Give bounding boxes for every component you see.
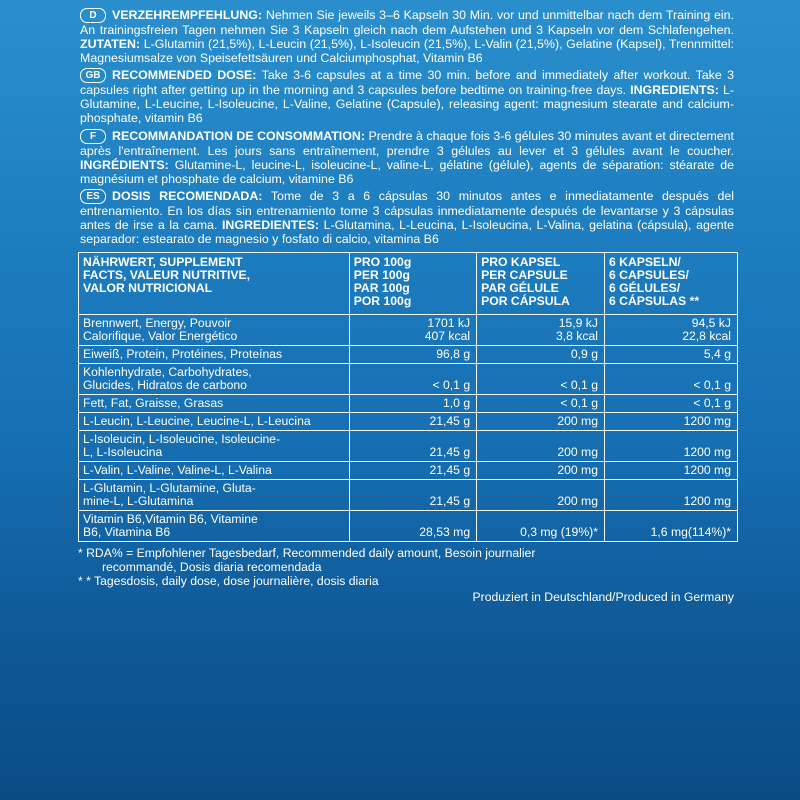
nutrient-label — [79, 315, 350, 346]
nutrient-value-col-3 — [604, 480, 737, 511]
header-line: PAR GÉLULE — [481, 281, 559, 296]
header-col-0 — [79, 253, 350, 315]
dose-heading: RECOMMENDED DOSE: — [112, 68, 257, 83]
nutrient-value: < 0,1 g — [432, 378, 471, 393]
nutrient-value-col-2 — [477, 511, 605, 542]
nutrient-label-line: Fett, Fat, Graisse, Grasas — [83, 396, 224, 411]
table-row — [79, 315, 738, 346]
nutrient-value-col-2 — [477, 364, 605, 395]
dose-text: Take 3-6 capsules at a time 30 min. before and immediately after workout. Take 3 capsules right after getting up in the morning and 3 capsules before bedtime on training-free days. — [80, 68, 735, 98]
header-line: PER CAPSULE — [481, 268, 568, 283]
nutrient-value: 1,0 g — [443, 396, 471, 411]
nutrient-value-col-2 — [477, 315, 605, 346]
table-row — [79, 364, 738, 395]
nutrient-label-line: L-Isoleucin, L-Isoleucine, Isoleucine- — [83, 432, 281, 447]
language-sections — [80, 8, 734, 246]
nutrient-value: 5,4 g — [703, 347, 731, 362]
nutrient-value: 200 mg — [557, 414, 598, 429]
ingredients-text: L-Glutamine, L-Leucine, L-Isoleucine, L-Valine, Gelatine (Capsule), releasing agent: magnesium stearate and calcium-phosphate, vitamin B6 — [80, 83, 734, 126]
nutrient-value: < 0,1 g — [693, 396, 731, 411]
nutrient-value-col-3 — [604, 364, 737, 395]
table-row — [79, 511, 738, 542]
ingredients-heading: ZUTATEN: — [80, 37, 141, 52]
nutrient-value: 21,45 g — [429, 414, 471, 429]
header-line: 6 KAPSELN/ — [608, 255, 681, 270]
header-line: 6 CÁPSULAS ** — [608, 294, 700, 309]
ingredients-heading: INGREDIENTS: — [630, 83, 719, 98]
nutrient-value-col-1 — [349, 395, 476, 413]
nutrient-value-col-3 — [604, 395, 737, 413]
dose-text: Tome de 3 a 6 cápsulas 30 minutos antes e inmediatamente después del entrenamiento. En los días sin entrenamiento tome 3 cápsulas inmediatamente después de levantarse y 3 cápsulas antes de irse a la cama. — [80, 188, 734, 232]
footnote-rda: * RDA% = Empfohlener Tagesbedarf, Recommended daily amount, Besoin journalier — [78, 546, 536, 561]
nutrient-value: 200 mg — [557, 463, 598, 478]
nutrient-value-col-1 — [349, 462, 476, 480]
ingredients-text: Glutamine-L, leucine-L, isoleucine-L, valine-L, gélatine (gélule), agents de séparation: stéarate de magnésium et phosphate de calcium, vitamine B6 — [80, 157, 734, 186]
nutrient-value: 28,53 mg — [419, 525, 471, 540]
header-line: POR CÁPSULA — [481, 294, 570, 309]
nutrient-label — [79, 462, 350, 480]
nutrient-value: 0,9 g — [570, 347, 598, 362]
section-gb — [80, 68, 734, 125]
nutrient-value-col-3 — [604, 462, 737, 480]
nutrition-table-header — [79, 253, 738, 315]
nutrient-label — [79, 413, 350, 431]
ingredients-heading: INGRÉDIENTS: — [80, 157, 169, 172]
section-d — [80, 8, 734, 65]
header-col-1 — [349, 253, 476, 315]
nutrient-value: 1200 mg — [683, 494, 731, 509]
nutrient-value-col-3 — [604, 315, 737, 346]
language-badge: D — [80, 8, 106, 23]
nutrient-value: 21,45 g — [429, 494, 471, 509]
nutrient-value-col-2 — [477, 431, 605, 462]
nutrient-value: 1200 mg — [683, 445, 731, 460]
nutrient-value: 200 mg — [557, 445, 598, 460]
ingredients-heading: INGREDIENTES: — [221, 217, 320, 232]
language-badge: ES — [80, 189, 106, 204]
nutrient-label-line: Eiweiß, Protein, Protéines, Proteínas — [83, 347, 283, 362]
nutrient-value: 22,8 kcal — [682, 329, 731, 344]
header-line: VALOR NUTRICIONAL — [83, 281, 213, 296]
ingredients-text: L-Glutamin (21,5%), L-Leucin (21,5%), L-Isoleucin (21,5%), L-Valin (21,5%), Gelatine (Kapsel), Trennmittel: Magnesiumsalze von Speisefettsäuren und Calciumphosphat, Vitamin B6 — [80, 37, 734, 66]
nutrient-value: 1701 kJ — [427, 316, 471, 331]
language-badge: GB — [80, 68, 106, 83]
nutrient-value: 1,6 mg(114%)* — [650, 525, 731, 540]
nutrient-value-col-3 — [604, 413, 737, 431]
nutrient-value-col-1 — [349, 511, 476, 542]
nutrient-value-col-1 — [349, 431, 476, 462]
nutrient-value: 96,8 g — [436, 347, 471, 362]
nutrient-value: 1200 mg — [683, 463, 731, 478]
dose-heading: DOSIS RECOMENDADA: — [112, 188, 263, 203]
footnote-rda-cont: recommandé, Dosis diaria recomendada — [102, 560, 322, 575]
nutrient-value-col-2 — [477, 395, 605, 413]
nutrient-label-line: Brennwert, Energy, Pouvoir — [83, 316, 232, 331]
nutrient-label-line: Calorifique, Valor Energético — [83, 329, 238, 344]
nutrient-label-line: L-Glutamin, L-Glutamine, Gluta- — [83, 481, 256, 496]
nutrient-label — [79, 364, 350, 395]
section-es — [80, 189, 734, 246]
header-line: PRO KAPSEL — [481, 255, 561, 270]
nutrient-value-col-2 — [477, 346, 605, 364]
table-row — [79, 480, 738, 511]
nutrient-value-col-1 — [349, 364, 476, 395]
made-in-germany: Produziert in Deutschland/Produced in Germany — [472, 590, 734, 605]
header-line: 6 CAPSULES/ — [608, 268, 689, 283]
dose-heading: RECOMMANDATION DE CONSOMMATION: — [112, 128, 365, 143]
nutrient-label-line: Vitamin B6,Vitamin B6, Vitamine — [83, 512, 258, 527]
nutrient-label-line: L, L-Isoleucina — [83, 445, 163, 460]
nutrient-value: 21,45 g — [429, 463, 471, 478]
header-line: POR 100g — [353, 294, 412, 309]
table-row — [79, 431, 738, 462]
header-line: PAR 100g — [353, 281, 410, 296]
header-line: 6 GÉLULES/ — [608, 281, 681, 296]
language-badge: F — [80, 129, 106, 144]
header-line: NÄHRWERT, SUPPLEMENT — [83, 255, 243, 270]
footnote-daily-dose: * * Tagesdosis, daily dose, dose journalière, dosis diaria — [78, 574, 379, 589]
nutrient-value: 407 kcal — [424, 329, 471, 344]
nutrient-label-line: L-Leucin, L-Leucine, Leucine-L, L-Leucina — [83, 414, 311, 429]
nutrient-label — [79, 511, 350, 542]
nutrient-value-col-2 — [477, 462, 605, 480]
header-col-3 — [604, 253, 737, 315]
nutrient-value-col-1 — [349, 315, 476, 346]
nutrient-label — [79, 346, 350, 364]
nutrient-label — [79, 480, 350, 511]
ingredients-text: L-Glutamina, L-Leucina, L-Isoleucina, L-Valina, gelatina (cápsula), agente separador: estearato de magnesio y fosfato di calcio, vitamina B6 — [80, 217, 734, 247]
nutrient-value-col-1 — [349, 480, 476, 511]
nutrient-value: 3,8 kcal — [555, 329, 598, 344]
nutrient-value-col-1 — [349, 346, 476, 364]
nutrient-value-col-3 — [604, 346, 737, 364]
header-line: FACTS, VALEUR NUTRITIVE, — [83, 268, 251, 283]
table-row — [79, 462, 738, 480]
nutrition-table — [78, 252, 738, 542]
table-row — [79, 413, 738, 431]
nutrient-value: < 0,1 g — [693, 378, 731, 393]
header-line: PER 100g — [353, 268, 410, 283]
nutrient-value-col-3 — [604, 431, 737, 462]
nutrient-label — [79, 431, 350, 462]
nutrient-value-col-3 — [604, 511, 737, 542]
footnotes — [78, 546, 734, 604]
nutrient-value: 15,9 kJ — [558, 316, 598, 331]
nutrient-value: 94,5 kJ — [691, 316, 731, 331]
dose-heading: VERZEHREMPFEHLUNG: — [112, 8, 263, 22]
nutrient-value-col-2 — [477, 480, 605, 511]
nutrient-label-line: Kohlenhydrate, Carbohydrates, — [83, 365, 252, 380]
nutrient-value-col-2 — [477, 413, 605, 431]
section-f — [80, 129, 734, 186]
nutrient-value: < 0,1 g — [560, 378, 598, 393]
table-row — [79, 346, 738, 364]
nutrient-value: 0,3 mg (19%)* — [520, 525, 598, 540]
nutrient-label-line: mine-L, L-Glutamina — [83, 494, 194, 509]
nutrient-value-col-1 — [349, 413, 476, 431]
nutrient-value: 21,45 g — [429, 445, 471, 460]
header-line: PRO 100g — [353, 255, 412, 270]
dose-text: Prendre à chaque fois 3-6 gélules 30 minutes avant et directement après l'entraînement. Les jours sans entraînement, prendre 3 gélules au lever et 3 gélules avant le coucher. — [80, 128, 735, 158]
nutrient-label-line: Glucides, Hidratos de carbono — [83, 378, 247, 393]
header-col-2 — [477, 253, 605, 315]
nutrient-label — [79, 395, 350, 413]
nutrient-value: < 0,1 g — [560, 396, 598, 411]
table-row — [79, 395, 738, 413]
nutrient-label-line: B6, Vitamina B6 — [83, 525, 171, 540]
nutrient-value: 1200 mg — [683, 414, 731, 429]
nutrient-value: 200 mg — [557, 494, 598, 509]
nutrient-label-line: L-Valin, L-Valine, Valine-L, L-Valina — [83, 463, 272, 478]
dose-text: Nehmen Sie jeweils 3–6 Kapseln 30 Min. vor und unmittelbar nach dem Training ein. An trainingsfreien Tagen nehmen Sie 3 Kapseln gleich nach dem Aufstehen und 3 Kapseln vor dem Schlafengehen. — [80, 8, 734, 37]
